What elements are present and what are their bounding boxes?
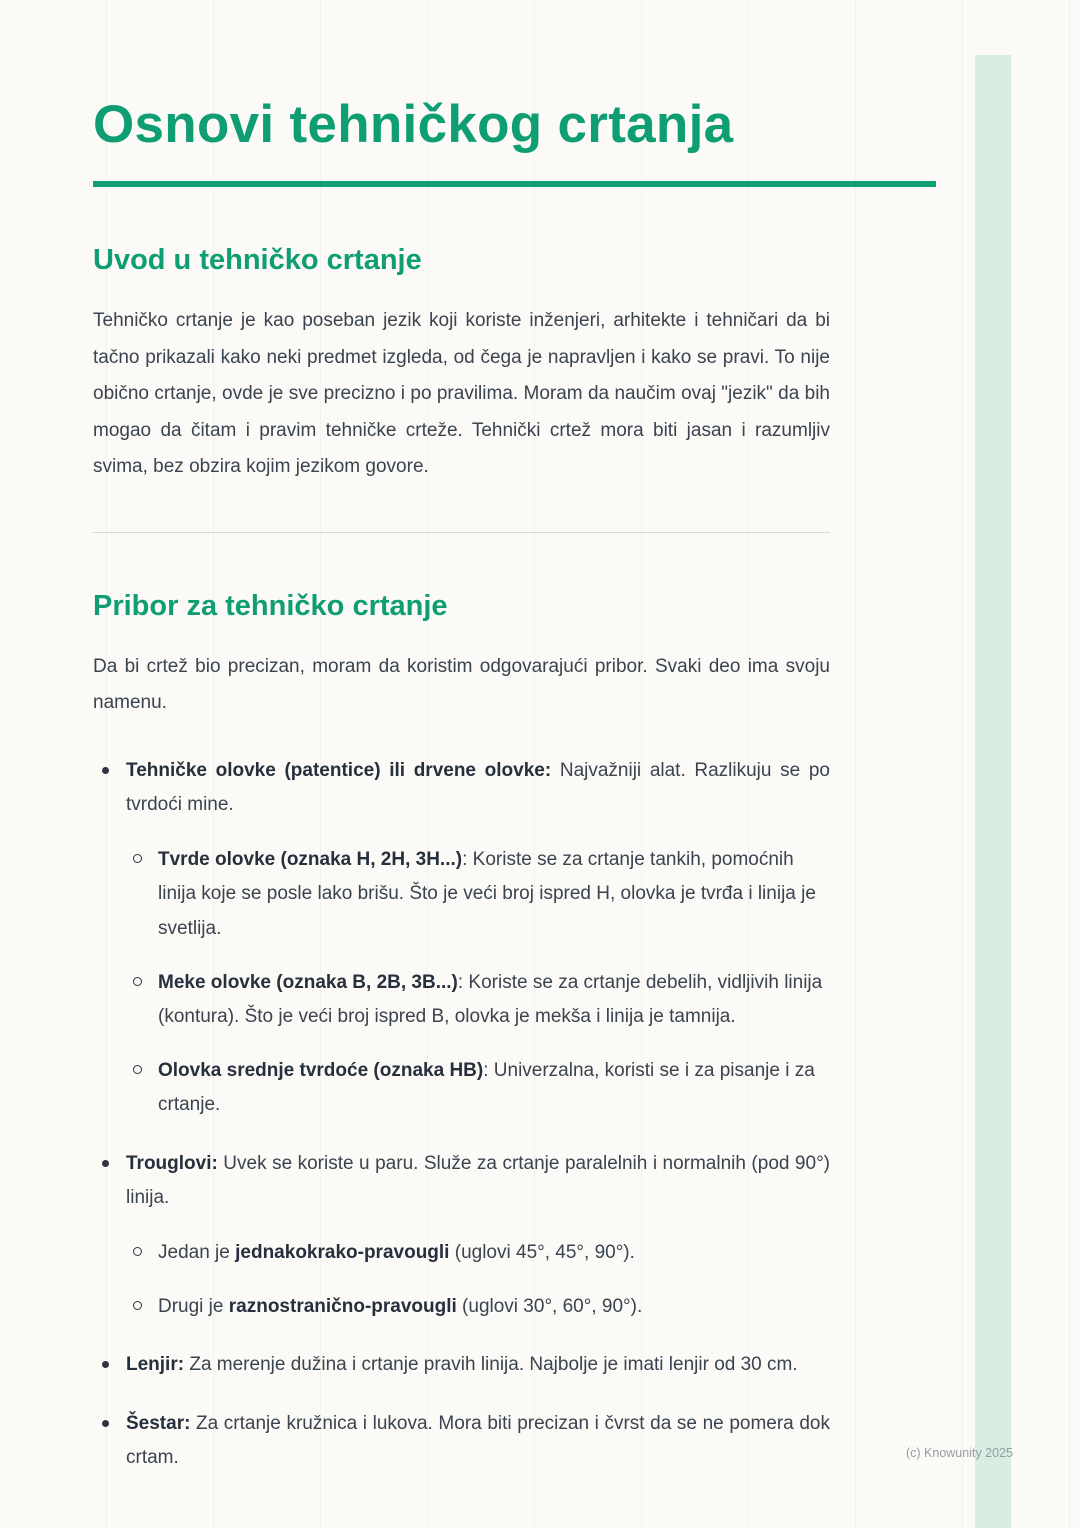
list-item-lead: jednakokrako-pravougli	[235, 1242, 450, 1263]
list-item-pre: Jedan je	[158, 1242, 236, 1263]
section-divider	[93, 532, 830, 533]
pribor-list	[93, 754, 830, 1476]
page-title: Osnovi tehničkog crtanja	[93, 95, 734, 154]
sublist-item-raznostranicni	[126, 1290, 830, 1325]
list-item-lead: Tehničke olovke (patentice) ili drvene olovke:	[126, 759, 552, 781]
list-item-lead: Olovka srednje tvrdoće (oznaka HB)	[158, 1059, 484, 1081]
sublist-item-tvrde	[126, 843, 830, 947]
list-item-body: Za crtanje kružnica i lukova. Mora biti precizan i čvrst da se ne pomera dok crtam.	[126, 1412, 830, 1469]
list-item-body: : Koriste se za crtanje debelih, vidljivih linija (kontura). Što je veći broj ispred B, olovka je mekša i linija je tamnija.	[158, 971, 823, 1028]
list-item-body: Najvažniji alat. Razlikuju se po tvrdoći mine.	[126, 759, 830, 816]
section-uvod	[93, 244, 936, 485]
sublist-item-hb	[126, 1054, 830, 1123]
list-item-sestar	[93, 1407, 830, 1476]
sublist-item-jednakokraki	[126, 1236, 830, 1271]
sublist-item-meke	[126, 966, 830, 1035]
copyright-footer: (c) Knowunity 2025	[905, 1446, 1013, 1460]
olovke-sublist	[126, 843, 830, 1123]
trouglovi-sublist	[126, 1236, 830, 1324]
list-item-body: (uglovi 30°, 60°, 90°).	[456, 1295, 643, 1317]
pribor-paragraph: Da bi crtež bio precizan, moram da koristim odgovarajući pribor. Svaki deo ima svoju namenu.	[93, 655, 830, 714]
list-item-lead: Meke olovke (oznaka B, 2B, 3B...)	[158, 971, 458, 993]
section-pribor	[93, 590, 936, 1476]
list-item-olovke	[93, 754, 830, 1123]
list-item-body: : Koriste se za crtanje tankih, pomoćnih linija koje se posle lako brišu. Što je veći broj ispred H, olovka je tvrđa i linija je svetlija.	[158, 848, 816, 939]
list-item-lead: Šestar:	[126, 1412, 191, 1434]
list-item-body: Za merenje dužina i crtanje pravih linija. Najbolje je imati lenjir od 30 cm.	[184, 1354, 798, 1376]
section-heading-uvod: Uvod u tehničko crtanje	[93, 244, 422, 277]
list-item-lenjir	[93, 1348, 830, 1383]
document-content	[93, 0, 936, 1476]
list-item-body: : Univerzalna, koristi se i za pisanje i za crtanje.	[158, 1059, 815, 1116]
list-item-trouglovi	[93, 1147, 830, 1324]
page-margin-stripe	[975, 55, 1011, 1528]
intro-paragraph: Tehničko crtanje je kao poseban jezik koji koriste inženjeri, arhitekte i tehničari da bi tačno prikazali kako neki predmet izgleda, od čega je napravljen i kako se pravi. To nije obično crtanje, ovde je sve precizno i po pravilima. Moram da naučim ovaj "jezik" da bih mogao da čitam i pravim tehničke crteže. Tehnički crtež mora biti jasan i razumljiv svima, bez obzira kojim jezikom govore.	[93, 310, 830, 478]
list-item-lead: Lenjir:	[126, 1354, 185, 1376]
list-item-lead: Tvrde olovke (oznaka H, 2H, 3H...)	[158, 848, 463, 870]
list-item-pre: Drugi je	[158, 1295, 229, 1317]
section-heading-pribor: Pribor za tehničko crtanje	[93, 589, 448, 622]
list-item-lead: Trouglovi:	[126, 1152, 218, 1174]
list-item-body: (uglovi 45°, 45°, 90°).	[449, 1242, 635, 1263]
list-item-lead: raznostranično-pravougli	[228, 1295, 457, 1317]
list-item-body: Uvek se koriste u paru. Služe za crtanje paralelnih i normalnih (pod 90°) linija.	[126, 1152, 830, 1209]
title-rule	[93, 181, 936, 187]
